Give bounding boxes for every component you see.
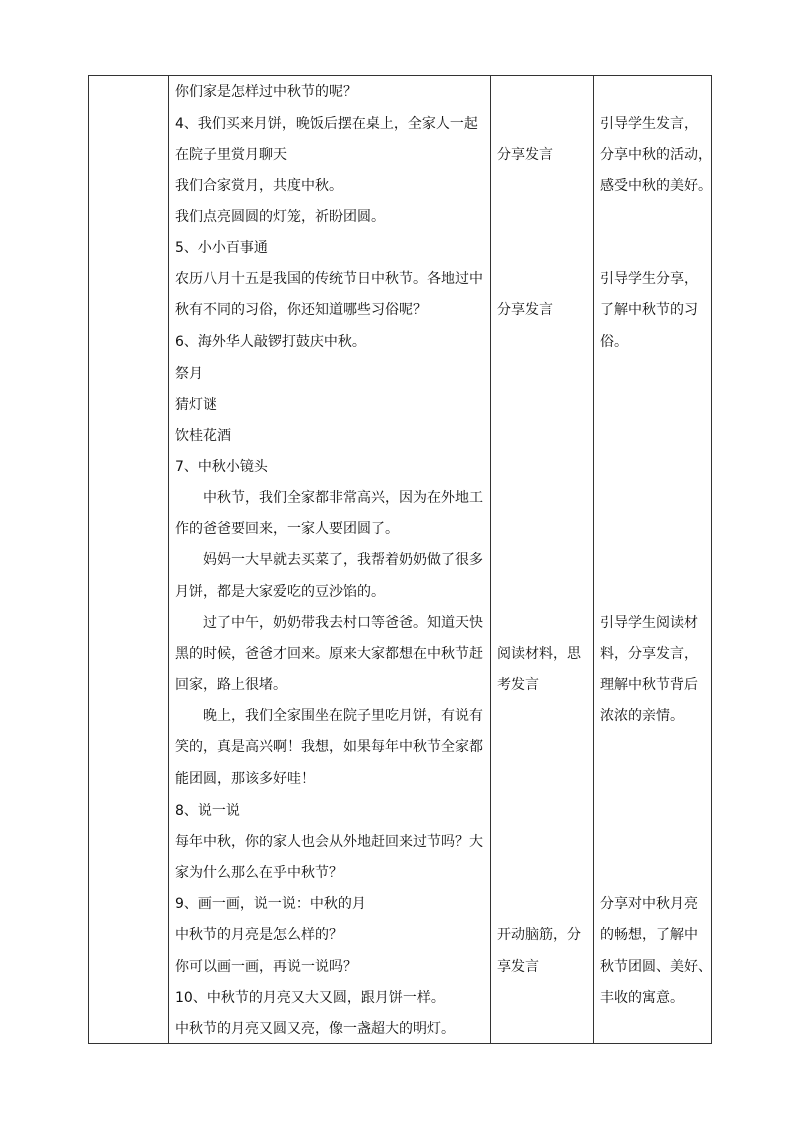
content-line: 妈妈一大早就去买菜了，我帮着奶奶做了很多 [203,552,483,568]
intent-line: 感受中秋的美好。 [600,178,712,194]
content-line: 月饼，都是大家爱吃的豆沙馅的。 [175,584,385,600]
content-line: 祭月 [175,366,203,382]
design-intent-cell [594,76,712,1044]
content-line: 你可以画一画，再说一说吗？ [175,959,357,975]
content-line: 我们合家赏月，共度中秋。 [175,178,343,194]
activity-line: 分享发言 [497,302,553,318]
content-line: 中秋节的月亮又圆又亮，像一盏超大的明灯。 [175,1021,455,1037]
teaching-content-cell [169,76,491,1044]
intent-line: 分享中秋的活动， [600,147,712,163]
intent-line: 丰收的寓意。 [600,990,684,1006]
content-line: 每年中秋，你的家人也会从外地赶回来过节吗？大 [175,834,483,850]
content-line: 农历八月十五是我国的传统节日中秋节。各地过中 [175,271,483,287]
content-line: 笑的，真是高兴啊！我想，如果每年中秋节全家都 [175,739,483,755]
content-line: 7、中秋小镜头 [175,459,268,475]
intent-line: 俗。 [600,334,628,350]
content-line: 能团圆，那该多好哇！ [175,771,315,787]
intent-line: 引导学生分享， [600,271,698,287]
content-line: 我们点亮圆圆的灯笼，祈盼团圆。 [175,209,385,225]
intent-line: 秋节团圆、美好、 [600,959,712,975]
content-line: 作的爸爸要回来，一家人要团圆了。 [175,521,399,537]
content-line: 黑的时候，爸爸才回来。原来大家都想在中秋节赶 [175,646,483,662]
content-line: 晚上，我们全家围坐在院子里吃月饼，有说有 [203,708,483,724]
content-line: 中秋节，我们全家都非常高兴，因为在外地工 [203,490,483,506]
intent-line: 引导学生发言， [600,116,698,132]
intent-line: 的畅想，了解中 [600,927,698,943]
activity-line: 开动脑筋，分 [497,927,581,943]
activity-line: 分享发言 [497,147,553,163]
content-line: 回家，路上很堵。 [175,677,287,693]
activity-line: 享发言 [497,959,539,975]
lesson-plan-table [88,75,712,1044]
content-line: 你们家是怎样过中秋节的呢？ [175,84,357,100]
content-line: 6、海外华人敲锣打鼓庆中秋。 [175,334,366,350]
content-line: 9、画一画，说一说：中秋的月 [175,896,366,912]
intent-line: 理解中秋节背后 [600,677,698,693]
activity-line: 考发言 [497,677,539,693]
intent-line: 了解中秋节的习 [600,302,698,318]
content-line: 家为什么那么在乎中秋节？ [175,865,343,881]
content-line: 过了中午，奶奶带我去村口等爸爸。知道天快 [203,615,483,631]
stage-cell [89,76,169,1044]
content-line: 饮桂花酒 [175,428,231,444]
intent-line: 分享对中秋月亮 [600,896,698,912]
content-line: 在院子里赏月聊天 [175,147,287,163]
content-line: 5、小小百事通 [175,240,268,256]
intent-line: 引导学生阅读材 [600,615,698,631]
intent-line: 浓浓的亲情。 [600,708,684,724]
content-line: 猜灯谜 [175,397,217,413]
content-line: 8、说一说 [175,803,240,819]
table-row [89,76,712,1044]
content-line: 4、我们买来月饼，晚饭后摆在桌上，全家人一起 [175,116,478,132]
activity-line: 阅读材料，思 [497,646,581,662]
student-activity-cell [491,76,594,1044]
intent-line: 料，分享发言， [600,646,698,662]
content-line: 秋有不同的习俗，你还知道哪些习俗呢？ [175,302,427,318]
content-line: 10、中秋节的月亮又大又圆，跟月饼一样。 [175,990,445,1006]
content-line: 中秋节的月亮是怎么样的？ [175,927,343,943]
